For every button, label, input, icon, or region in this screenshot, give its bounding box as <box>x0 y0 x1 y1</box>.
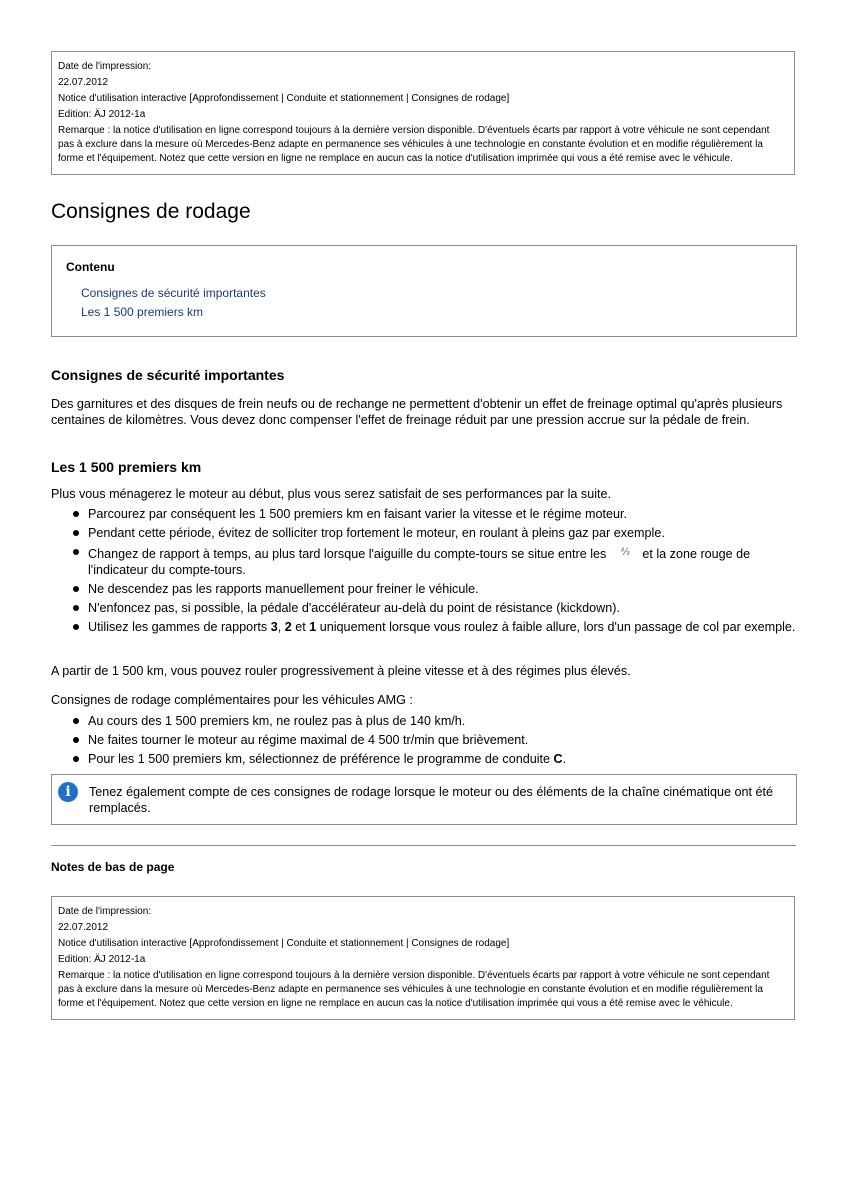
tach-text-before: Changez de rapport à temps, au plus tard lorsque l'aiguille du compte-tours se situe entre les <box>88 547 607 561</box>
tach-text-after: et la zone rouge de l'indicateur du compte-tours. <box>88 547 751 577</box>
gear-3: 3 <box>270 620 278 634</box>
amg-program-letter: C <box>553 752 563 766</box>
toc-link-safety[interactable]: Consignes de sécurité importantes <box>81 286 266 300</box>
print-date-value: 22.07.2012 <box>58 922 109 933</box>
print-date-label: Date de l'impression: <box>58 61 152 72</box>
gear-sep1: , <box>277 620 285 634</box>
toc-title: Contenu <box>66 260 115 274</box>
section-heading-first-km: Les 1 500 premiers km <box>51 459 202 475</box>
print-remark: Remarque : la notice d'utilisation en ligne correspond toujours à la dernière version disponible. D'éventuels écarts par rapport à votre véhicule ne sont cependant pas à exclure dans la mesure où Mercedes-Benz adapte en permanence ses véhicules à une technologie en constante évolution et en modifie régulièrement la forme et l'équipement. Notez que cette version en ligne ne remplace en aucun cas la notice d'utilisation imprimée qui vous a été remise avec le véhicule. <box>58 970 770 1009</box>
gear-2: 2 <box>284 620 292 634</box>
page-title: Consignes de rodage <box>51 200 251 223</box>
list-item: Pendant cette période, évitez de solliciter trop fortement le moteur, en roulant à pleins gaz par exemple. <box>51 525 801 541</box>
print-breadcrumb: Notice d'utilisation interactive [Approfondissement | Conduite et stationnement | Consignes de rodage] <box>58 938 510 949</box>
list-item <box>51 544 801 578</box>
print-date-value: 22.07.2012 <box>58 77 109 88</box>
gear-1: 1 <box>309 620 317 634</box>
toc-link-first-km[interactable]: Les 1 500 premiers km <box>81 305 204 319</box>
print-remark: Remarque : la notice d'utilisation en ligne correspond toujours à la dernière version disponible. D'éventuels écarts par rapport à votre véhicule ne sont cependant pas à exclure dans la mesure où Mercedes-Benz adapte en permanence ses véhicules à une technologie en constante évolution et en modifie régulièrement la forme et l'équipement. Notez que cette version en ligne ne remplace en aucun cas la notice d'utilisation imprimée qui vous a été remise avec le véhicule. <box>58 125 770 164</box>
after-1500-paragraph: A partir de 1 500 km, vous pouvez rouler progressivement à pleine vitesse et à des régimes plus élevés. <box>51 664 631 678</box>
print-info-footer <box>51 896 795 1020</box>
list-item <box>51 619 801 635</box>
list-item: Ne descendez pas les rapports manuellement pour freiner le véhicule. <box>51 581 801 597</box>
print-breadcrumb: Notice d'utilisation interactive [Approfondissement | Conduite et stationnement | Consignes de rodage] <box>58 93 510 104</box>
list-item: N'enfoncez pas, si possible, la pédale d'accélérateur au-delà du point de résistance (kickdown). <box>51 600 801 616</box>
list-item <box>51 751 801 767</box>
print-date-label: Date de l'impression: <box>58 906 152 917</box>
print-info-header <box>51 51 795 175</box>
print-edition: Edition: ÄJ 2012-1a <box>58 954 146 965</box>
gear-sep2: et <box>291 620 310 634</box>
amg-bullet-list <box>51 713 801 770</box>
safety-paragraph: Des garnitures et des disques de frein neufs ou de rechange ne permettent d'obtenir un effet de freinage optimal qu'après plusieurs centaines de kilomètres. Vous devez donc compenser l'effet de freinage réduit par une pression accrue sur la pédale de frein. <box>51 397 783 427</box>
gear-text-part1: Utilisez les gammes de rapports <box>88 620 271 634</box>
print-edition: Edition: ÄJ 2012-1a <box>58 109 146 120</box>
amg-program-before: Pour les 1 500 premiers km, sélectionnez de préférence le programme de conduite <box>88 752 554 766</box>
table-of-contents <box>51 245 797 337</box>
info-note <box>51 774 797 825</box>
tachometer-fraction-icon: ⅔ <box>620 546 630 558</box>
section-heading-safety: Consignes de sécurité importantes <box>51 367 285 383</box>
amg-program-after: . <box>562 752 567 766</box>
gear-text-part2: uniquement lorsque vous roulez à faible allure, lors d'un passage de col par exemple. <box>316 620 796 634</box>
list-item: Ne faites tourner le moteur au régime maximal de 4 500 tr/min que brièvement. <box>51 732 801 748</box>
amg-intro: Consignes de rodage complémentaires pour les véhicules AMG : <box>51 693 413 707</box>
info-icon: i <box>58 782 78 802</box>
footnotes-title: Notes de bas de page <box>51 860 175 874</box>
first-km-intro: Plus vous ménagerez le moteur au début, plus vous serez satisfait de ses performances par la suite. <box>51 487 612 501</box>
list-item: Au cours des 1 500 premiers km, ne roulez pas à plus de 140 km/h. <box>51 713 801 729</box>
info-note-text: Tenez également compte de ces consignes de rodage lorsque le moteur ou des éléments de la chaîne cinématique ont été remplacés. <box>89 785 773 815</box>
list-item: Parcourez par conséquent les 1 500 premiers km en faisant varier la vitesse et le régime moteur. <box>51 506 801 522</box>
first-km-bullet-list <box>51 506 801 638</box>
footnotes-divider <box>51 845 796 846</box>
